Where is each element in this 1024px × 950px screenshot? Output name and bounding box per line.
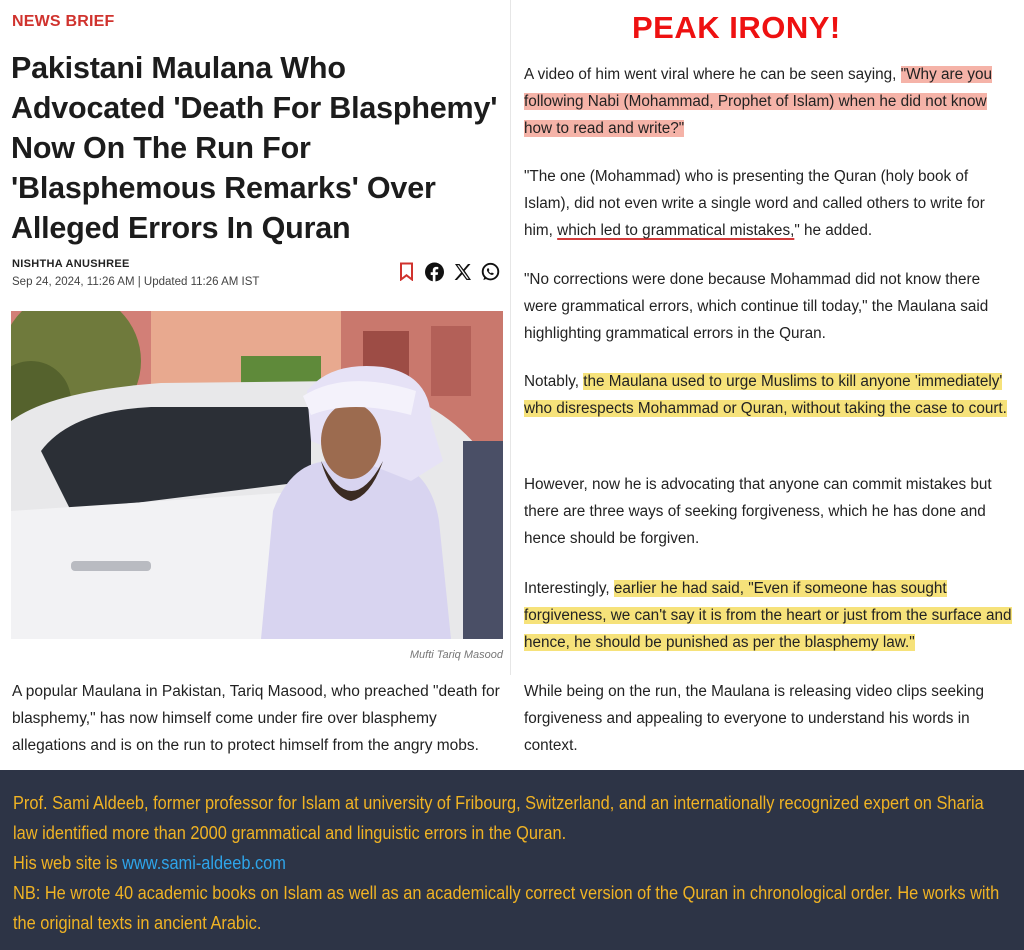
p4-yellow-highlight: the Maulana used to urge Muslims to kill anyone 'immediately' who disrespects Mohammad or Quran, without taking the case to court. — [524, 373, 1007, 417]
x-icon[interactable] — [453, 262, 472, 281]
article-left-column — [0, 0, 510, 770]
p2-text-end: " he added. — [794, 222, 873, 239]
website-label: His web site is — [13, 853, 123, 873]
p2-text: "The one (Mohammad) who is presenting the Quran (holy book of Islam), did not even write a single word and called others to write for him, — [524, 168, 985, 239]
share-bar — [397, 262, 500, 281]
p4-text: Notably, — [524, 373, 584, 390]
p1-text: A video of him went viral where he can be seen saying, — [524, 66, 901, 83]
footer-line-1: Prof. Sami Aldeeb, former professor for Islam at university of Fribourg, Switzerland, and an internationally recognized expert on Sharia law identified more than 2000 grammatical and linguistic errors in the Quran. — [13, 793, 984, 843]
body-paragraph-7: While being on the run, the Maulana is releasing video clips seeking forgiveness and appealing to everyone to understand his words in context. — [524, 683, 985, 754]
article-photo — [11, 311, 503, 639]
bookmark-icon[interactable] — [397, 262, 416, 281]
body-paragraph-6 — [524, 575, 1012, 656]
body-paragraph-3: "No corrections were done because Mohammad did not know there were grammatical errors, which continue till today," the Maulana said highlighting grammatical errors in the Quran. — [524, 271, 989, 342]
peak-irony-annotation: PEAK IRONY! — [632, 10, 841, 45]
p1-pink-highlight: "Why are you following Nabi (Mohammad, Prophet of Islam) when he did not know how to read and write?" — [524, 66, 992, 137]
article-lede: A popular Maulana in Pakistan, Tariq Masood, who preached "death for blasphemy," has now himself come under fire over blasphemy allegations and is on the run to protect himself from the angry mobs. — [12, 683, 500, 754]
body-paragraph-4 — [524, 368, 1012, 422]
whatsapp-icon[interactable] — [481, 262, 500, 281]
facebook-icon[interactable] — [425, 262, 444, 281]
footer-nb: NB: He wrote 40 academic books on Islam as well as an academically correct version of the Quran in chronological order. He works with the original texts in ancient Arabic. — [13, 883, 1000, 933]
photo-caption: Mufti Tariq Masood — [409, 649, 503, 661]
body-paragraph-2 — [524, 163, 1012, 244]
photo-illustration — [11, 311, 503, 639]
p6-text: Interestingly, — [524, 580, 614, 597]
website-link[interactable]: www.sami-aldeeb.com — [122, 853, 286, 873]
column-divider — [510, 0, 511, 675]
article-date: Sep 24, 2024, 11:26 AM | Updated 11:26 AM IST — [12, 276, 260, 288]
body-paragraph-1 — [524, 61, 1012, 142]
p6-yellow-highlight: earlier he had said, "Even if someone has sought forgiveness, we can't say it is from the heart or just from the surface and hence, he should be punished as per the blasphemy law." — [524, 580, 1012, 651]
news-brief-kicker[interactable]: NEWS BRIEF — [12, 13, 115, 30]
p2-underlined-phrase: which led to grammatical mistakes, — [557, 222, 795, 239]
article-author[interactable]: NISHTHA ANUSHREE — [12, 258, 130, 270]
article-headline: Pakistani Maulana Who Advocated 'Death For Blasphemy' Now On The Run For 'Blasphemous Remarks' Over Alleged Errors In Quran — [11, 51, 498, 245]
body-paragraph-5: However, now he is advocating that anyone can commit mistakes but there are three ways of seeking forgiveness, which he has done and hence should be forgiven. — [524, 476, 992, 547]
footer-website-line — [13, 848, 1012, 878]
footer-note — [0, 770, 1024, 950]
